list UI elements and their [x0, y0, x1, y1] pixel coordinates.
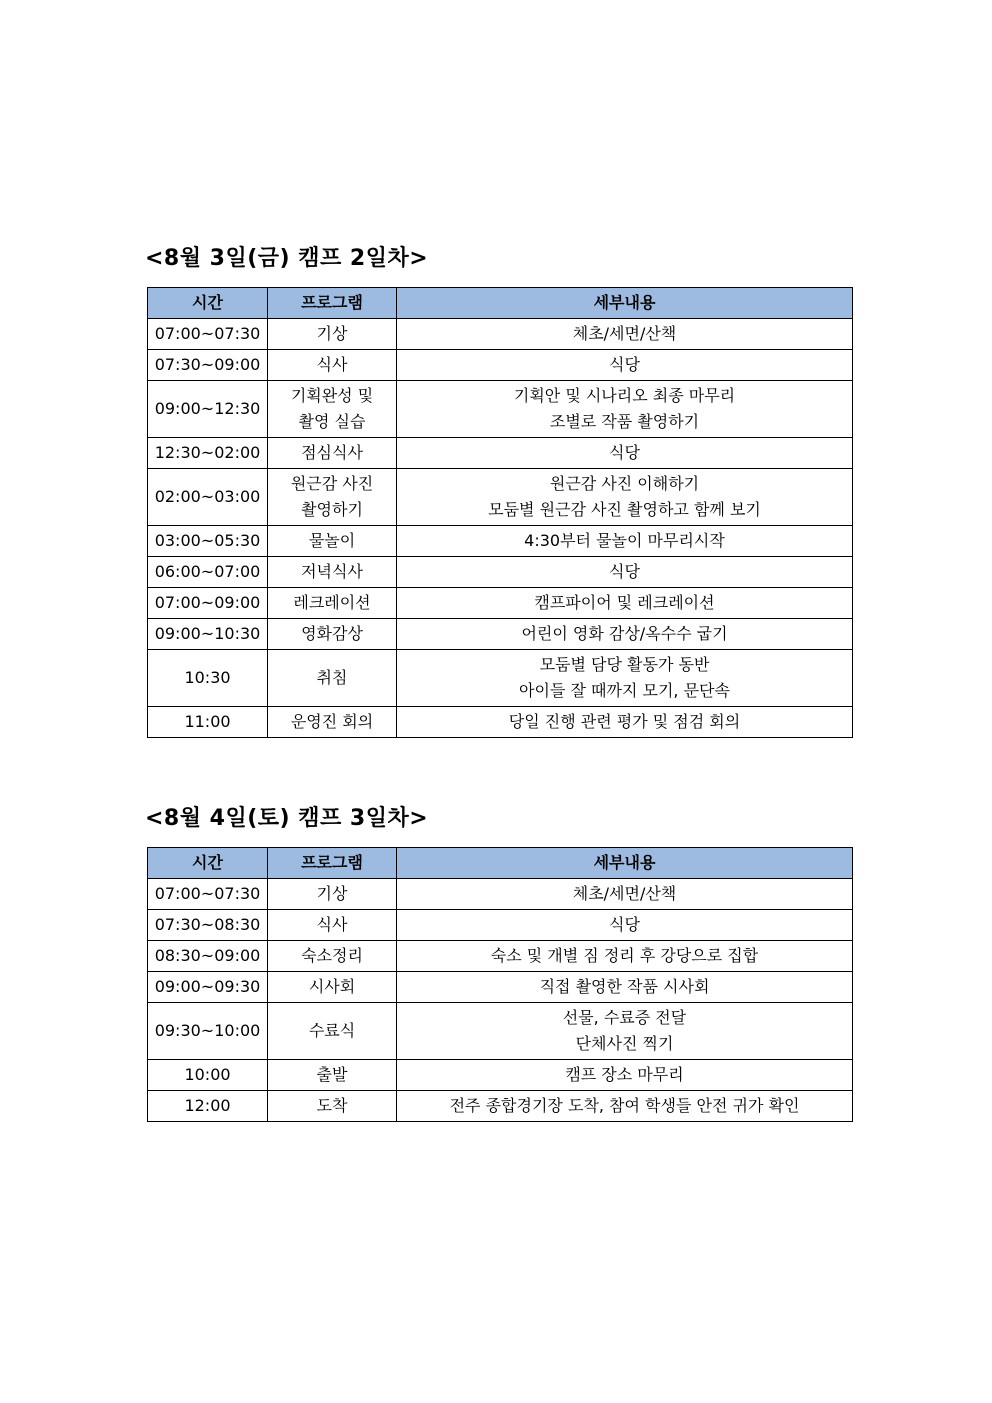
cell-program-line: 출발 — [316, 1065, 348, 1084]
table-row — [148, 1003, 853, 1060]
cell-time: 06:00~07:00 — [148, 557, 268, 588]
cell-time: 07:00~07:30 — [148, 879, 268, 910]
cell-program — [268, 438, 397, 469]
cell-program — [268, 1060, 397, 1091]
cell-program-line: 식사 — [316, 915, 348, 934]
cell-program — [268, 557, 397, 588]
cell-program-line: 취침 — [316, 668, 348, 687]
cell-program — [268, 619, 397, 650]
cell-details-line: 식당 — [609, 915, 640, 934]
cell-program — [268, 350, 397, 381]
header-details: 세부내용 — [397, 848, 853, 879]
schedule-table-day3 — [147, 847, 853, 1122]
cell-details-line: 캠프파이어 및 레크레이션 — [534, 593, 715, 612]
table-row — [148, 588, 853, 619]
cell-details-line: 선물, 수료증 전달 — [562, 1008, 687, 1027]
cell-program-line: 촬영 실습 — [298, 412, 366, 431]
cell-details-line: 직접 촬영한 작품 시사회 — [539, 977, 710, 996]
section-title-day3: <8월 4일(토) 캠프 3일차> — [145, 806, 429, 831]
cell-time: 02:00~03:00 — [148, 469, 268, 526]
cell-program — [268, 319, 397, 350]
cell-details-line: 원근감 사진 이해하기 — [549, 474, 700, 493]
cell-details — [397, 469, 853, 526]
table-header-row — [148, 288, 853, 319]
cell-details-line: 아이들 잘 때까지 모기, 문단속 — [519, 681, 730, 700]
cell-program — [268, 707, 397, 738]
cell-program — [268, 910, 397, 941]
cell-details-line: 기획안 및 시나리오 최종 마무리 — [513, 386, 736, 405]
cell-program — [268, 588, 397, 619]
cell-details-line: 모둠별 원근감 사진 촬영하고 함께 보기 — [488, 500, 761, 519]
cell-program-line: 기상 — [316, 324, 348, 343]
cell-time: 07:00~09:00 — [148, 588, 268, 619]
schedule-table-day2 — [147, 287, 853, 738]
cell-details — [397, 438, 853, 469]
header-details: 세부내용 — [397, 288, 853, 319]
cell-program — [268, 1091, 397, 1122]
table-row — [148, 619, 853, 650]
table-row — [148, 557, 853, 588]
cell-details — [397, 381, 853, 438]
table-row — [148, 469, 853, 526]
cell-program — [268, 941, 397, 972]
cell-details-line: 모둠별 담당 활동가 동반 — [539, 655, 710, 674]
cell-details-line: 캠프 장소 마무리 — [565, 1065, 684, 1084]
cell-details-line: 식당 — [609, 355, 640, 374]
cell-program — [268, 879, 397, 910]
cell-details — [397, 557, 853, 588]
table-row — [148, 972, 853, 1003]
cell-details-line: 당일 진행 관련 평가 및 점검 회의 — [508, 712, 741, 731]
cell-program-line: 원근감 사진 — [290, 474, 374, 493]
cell-program-line: 숙소정리 — [301, 946, 363, 965]
cell-program — [268, 650, 397, 707]
cell-details-line: 단체사진 찍기 — [575, 1034, 674, 1053]
cell-details — [397, 707, 853, 738]
cell-details-line: 식당 — [609, 443, 640, 462]
table-row — [148, 707, 853, 738]
cell-time: 09:30~10:00 — [148, 1003, 268, 1060]
table-header-row — [148, 848, 853, 879]
cell-details — [397, 1060, 853, 1091]
header-time: 시간 — [148, 288, 268, 319]
cell-time: 09:00~09:30 — [148, 972, 268, 1003]
cell-program-line: 촬영하기 — [301, 500, 363, 519]
cell-details-line: 전주 종합경기장 도착, 참여 학생들 안전 귀가 확인 — [449, 1096, 800, 1115]
cell-details-line: 4:30부터 물놀이 마무리시작 — [524, 531, 725, 550]
cell-time: 09:00~12:30 — [148, 381, 268, 438]
cell-program-line: 레크레이션 — [293, 593, 371, 612]
cell-details — [397, 941, 853, 972]
table-row — [148, 910, 853, 941]
cell-time: 07:30~08:30 — [148, 910, 268, 941]
cell-details-line: 조별로 작품 촬영하기 — [549, 412, 700, 431]
table-row — [148, 526, 853, 557]
cell-details — [397, 650, 853, 707]
cell-details — [397, 619, 853, 650]
cell-program-line: 물놀이 — [308, 531, 356, 550]
cell-time: 03:00~05:30 — [148, 526, 268, 557]
section-title-day2: <8월 3일(금) 캠프 2일차> — [145, 246, 429, 271]
cell-time: 08:30~09:00 — [148, 941, 268, 972]
cell-details-line: 체초/세면/산책 — [572, 324, 677, 343]
table-row — [148, 941, 853, 972]
table-row — [148, 381, 853, 438]
header-time: 시간 — [148, 848, 268, 879]
cell-details — [397, 910, 853, 941]
cell-details — [397, 588, 853, 619]
cell-time: 07:30~09:00 — [148, 350, 268, 381]
cell-program-line: 식사 — [316, 355, 348, 374]
cell-details-line: 식당 — [609, 562, 640, 581]
cell-program-line: 시사회 — [308, 977, 356, 996]
table-row — [148, 319, 853, 350]
cell-details — [397, 1091, 853, 1122]
cell-time: 12:30~02:00 — [148, 438, 268, 469]
cell-details — [397, 879, 853, 910]
cell-time: 10:00 — [148, 1060, 268, 1091]
cell-details-line: 숙소 및 개별 짐 정리 후 강당으로 집합 — [490, 946, 759, 965]
cell-details — [397, 1003, 853, 1060]
cell-time: 12:00 — [148, 1091, 268, 1122]
table-row — [148, 1060, 853, 1091]
table-row — [148, 650, 853, 707]
cell-program-line: 기상 — [316, 884, 348, 903]
cell-time: 07:00~07:30 — [148, 319, 268, 350]
cell-program-line: 영화감상 — [301, 624, 363, 643]
cell-program-line: 수료식 — [308, 1021, 356, 1040]
table-row — [148, 350, 853, 381]
cell-program — [268, 1003, 397, 1060]
cell-program-line: 저녁식사 — [301, 562, 363, 581]
cell-program — [268, 469, 397, 526]
table-row — [148, 438, 853, 469]
cell-program-line: 운영진 회의 — [290, 712, 374, 731]
cell-details — [397, 319, 853, 350]
cell-details — [397, 350, 853, 381]
cell-time: 10:30 — [148, 650, 268, 707]
header-program: 프로그램 — [268, 848, 397, 879]
cell-program-line: 점심식사 — [301, 443, 363, 462]
cell-program-line: 도착 — [316, 1096, 348, 1115]
cell-time: 11:00 — [148, 707, 268, 738]
cell-program — [268, 526, 397, 557]
table-row — [148, 879, 853, 910]
cell-details-line: 어린이 영화 감상/옥수수 굽기 — [521, 624, 728, 643]
cell-details — [397, 526, 853, 557]
cell-details — [397, 972, 853, 1003]
cell-details-line: 체초/세면/산책 — [572, 884, 677, 903]
cell-program — [268, 381, 397, 438]
cell-program — [268, 972, 397, 1003]
table-row — [148, 1091, 853, 1122]
cell-program-line: 기획완성 및 — [290, 386, 374, 405]
header-program: 프로그램 — [268, 288, 397, 319]
cell-time: 09:00~10:30 — [148, 619, 268, 650]
